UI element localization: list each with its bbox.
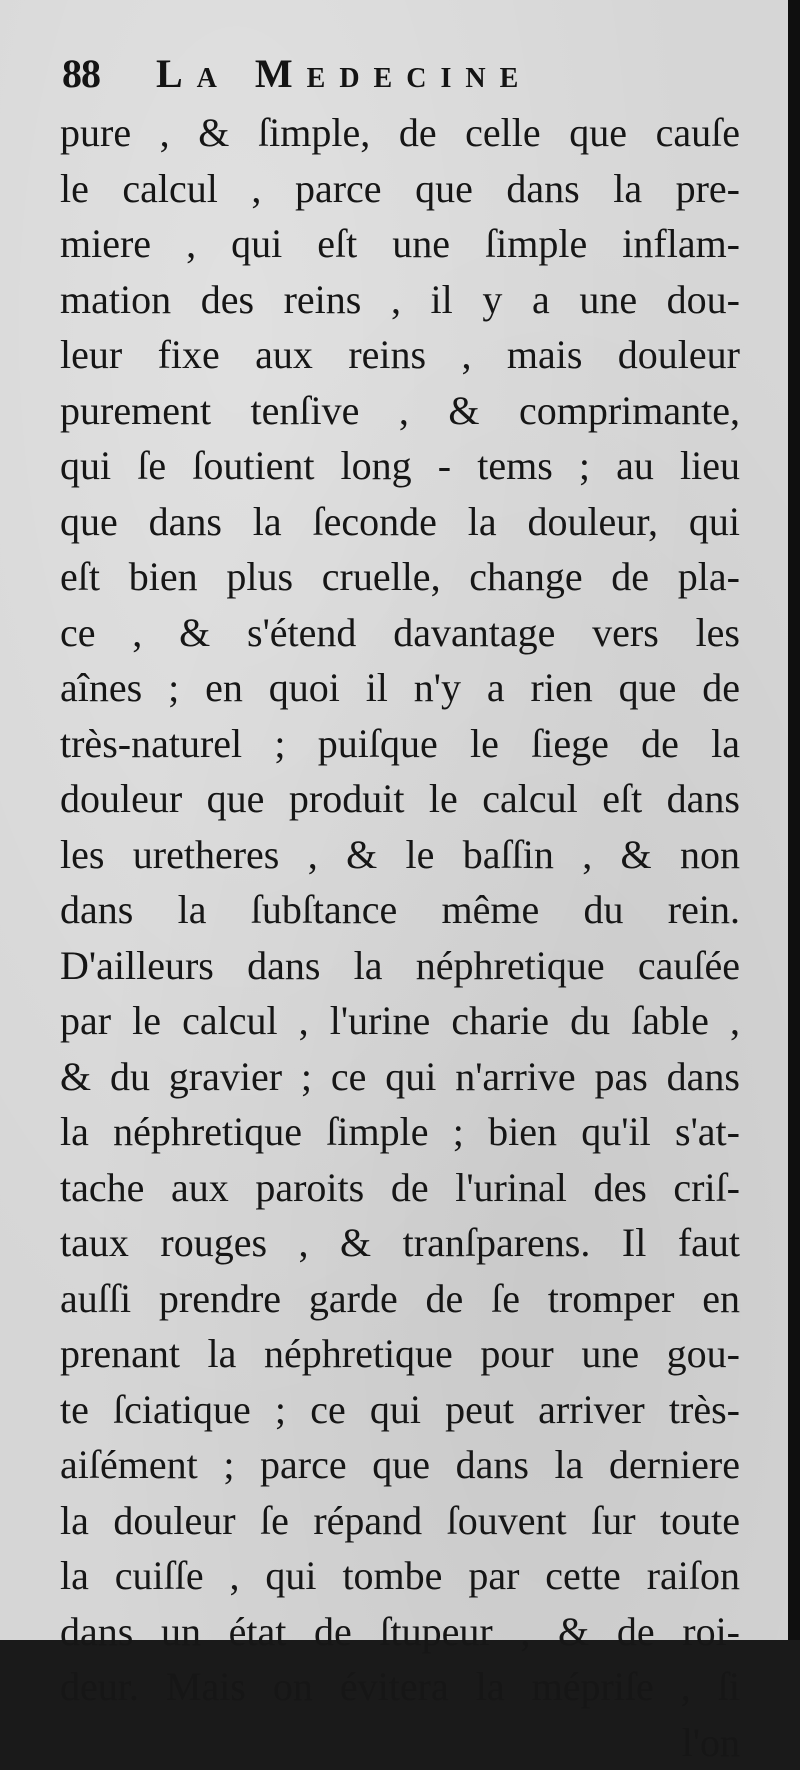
catchword: l'on: [60, 1715, 740, 1770]
page-edge-shadow: [788, 0, 800, 1640]
text-line: D'ailleurs dans la néphretique cauſée: [60, 938, 740, 994]
text-line: la cuiſſe , qui tombe par cette raiſon: [60, 1548, 740, 1604]
text-line: dans un état de ſtupeur , & de roi-: [60, 1604, 740, 1660]
text-line: eſt bien plus cruelle, change de pla-: [60, 549, 740, 605]
text-line: purement tenſive , & comprimante,: [60, 383, 740, 439]
text-line: pure , & ſimple, de celle que cauſe: [60, 105, 740, 161]
text-line: la néphretique ſimple ; bien qu'il s'at-: [60, 1104, 740, 1160]
text-line: la douleur ſe répand ſouvent ſur toute: [60, 1493, 740, 1549]
text-line: aiſément ; parce que dans la derniere: [60, 1437, 740, 1493]
text-line: très-naturel ; puiſque le ſiege de la: [60, 716, 740, 772]
text-line: les uretheres , & le baſſin , & non: [60, 827, 740, 883]
running-title: La Medecine: [156, 50, 532, 97]
text-line: tache aux paroits de l'urinal des criſ-: [60, 1160, 740, 1216]
text-line: qui ſe ſoutient long - tems ; au lieu: [60, 438, 740, 494]
text-line: douleur que produit le calcul eſt dans: [60, 771, 740, 827]
text-line: auſſi prendre garde de ſe tromper en: [60, 1271, 740, 1327]
body-text: [60, 105, 740, 1770]
text-line: miere , qui eſt une ſimple inflam-: [60, 216, 740, 272]
text-line: ce , & s'étend davantage vers les: [60, 605, 740, 661]
text-line: dans la ſubſtance même du rein.: [60, 882, 740, 938]
text-line: le calcul , parce que dans la pre-: [60, 161, 740, 217]
text-line: taux rouges , & tranſparens. Il faut: [60, 1215, 740, 1271]
text-line: & du gravier ; ce qui n'arrive pas dans: [60, 1049, 740, 1105]
page-header: [62, 50, 742, 100]
text-line: leur fixe aux reins , mais douleur: [60, 327, 740, 383]
text-line: mation des reins , il y a une dou-: [60, 272, 740, 328]
text-line: que dans la ſeconde la douleur, qui: [60, 494, 740, 550]
text-line: te ſciatique ; ce qui peut arriver très-: [60, 1382, 740, 1438]
text-line: par le calcul , l'urine charie du ſable ,: [60, 993, 740, 1049]
text-line: deur. Mais on évitera la mépriſe , ſi: [60, 1659, 740, 1715]
text-line: aînes ; en quoi il n'y a rien que de: [60, 660, 740, 716]
text-line: prenant la néphretique pour une gou-: [60, 1326, 740, 1382]
page-number: 88: [62, 50, 100, 97]
